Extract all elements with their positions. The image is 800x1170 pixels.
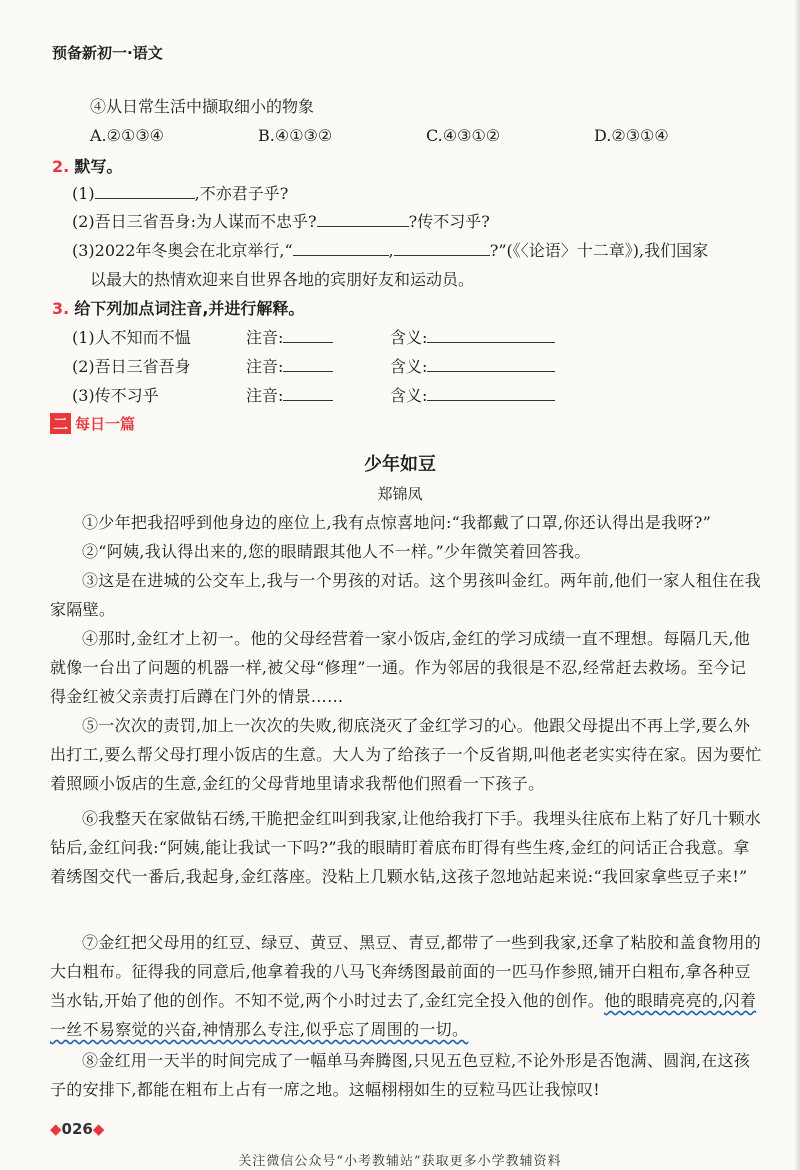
q3-hanyi-blank-1[interactable]: [427, 328, 555, 343]
paragraph-3: ③这是在进城的公交车上,我与一个男孩的对话。这个男孩叫金红。两年前,他们一家人租住在我家隔壁。: [50, 571, 762, 619]
paragraph-1: ①少年把我招呼到他身边的座位上,我有点惊喜地问:“我都戴了口罩,你还认得出是我呀?”: [82, 513, 712, 532]
q2-number: 2.: [52, 157, 70, 176]
q3-hanyi-1: [390, 325, 555, 348]
q3-zhuyin-3: [246, 383, 333, 406]
paragraph-7: [50, 928, 762, 1044]
q3-hanyi-2: [390, 354, 555, 377]
page-number: [50, 1120, 104, 1138]
q2-blank-4[interactable]: [394, 241, 490, 256]
q3-hanyi-3: [390, 383, 555, 406]
article-author: 郑锦凤: [377, 485, 423, 503]
q3-zhuyin-1: [246, 325, 333, 348]
q3-zhuyin-blank-1[interactable]: [283, 328, 333, 343]
q1-option-a: A.②①③④: [90, 126, 165, 145]
article-title: 少年如豆: [364, 454, 436, 475]
q3-number: 3.: [52, 299, 70, 318]
page-number-text: 026: [61, 1120, 93, 1138]
paragraph-7-underlined: 他的眼睛亮亮的,闪着一丝不易察觉的兴奋,神情那么专注,似乎忘了周围的一切。: [50, 991, 757, 1039]
footer-note: 关注微信公众号“小考教辅站”获取更多小学教辅资料: [238, 1154, 562, 1169]
hanyi-label: 含义:: [390, 386, 428, 405]
q1-item-4: ④从日常生活中撷取细小的物象: [90, 97, 315, 116]
paragraph-5: ⑤一次次的责罚,加上一次次的失败,彻底浇灭了金红学习的心。他跟父母提出不再上学,要么外出打工,要么帮父母打理小饭店的生意。大人为了给孩子一个反省期,叫他老老实实待在家。因为要忙着照顾小饭店的生意,金红的父母背地里请求我帮他们照看一下孩子。: [50, 716, 762, 793]
section-title: 每日一篇: [75, 415, 136, 433]
q3-title: 给下列加点词注音,并进行解释。: [74, 299, 305, 318]
q3-zhuyin-blank-2[interactable]: [283, 357, 333, 372]
q2-line-3: [72, 238, 708, 261]
q3-zhuyin-2: [246, 354, 333, 377]
paragraph-2: ②“阿姨,我认得出来的,您的眼睛跟其他人不一样。”少年微笑着回答我。: [82, 542, 591, 561]
q2-l2-pre: (2)吾日三省吾身:为人谋而不忠乎?: [72, 212, 317, 231]
q1-option-d: D.②③①④: [594, 126, 669, 145]
section-heading: [50, 413, 135, 434]
hanyi-label: 含义:: [390, 357, 428, 376]
q2-l3-pre: (3)2022年冬奥会在北京举行,“: [72, 241, 293, 260]
q3-item-2: (2)吾日三省吾身: [72, 357, 191, 376]
q3-item-1: (1)人不知而不愠: [72, 328, 191, 347]
q1-option-b: B.④①③②: [258, 126, 333, 145]
q1-option-c: C.④③①②: [426, 126, 501, 145]
q2-l1-pre: (1): [72, 184, 95, 203]
paragraph-7-text: ⑦金红把父母用的红豆、绿豆、黄豆、黑豆、青豆,都带了一些到我家,还拿了粘胶和盖食物用的大白粗布。征得我的同意后,他拿着我的八马飞奔绣图最前面的一匹马作参照,铺开白粗布,拿各种豆当水钻,开始了他的创作。不知不觉,两个小时过去了,金红完全投入他的创作。: [50, 933, 762, 1010]
q2-blank-2[interactable]: [317, 212, 409, 227]
page-header: 预备新初一·语文: [52, 44, 163, 62]
q2-l3-post: ?”(《〈论语〉十二章》),我们国家: [489, 241, 709, 260]
q2-blank-3[interactable]: [293, 241, 389, 256]
zhuyin-label: 注音:: [246, 328, 284, 347]
q3-item-3: (3)传不习乎: [72, 386, 159, 405]
q2-l3-mid: ,: [388, 241, 394, 260]
q2-blank-1[interactable]: [95, 184, 195, 199]
paragraph-4: ④那时,金红才上初一。他的父母经营着一家小饭店,金红的学习成绩一直不理想。每隔几天,他就像一台出了问题的机器一样,被父母“修理”一通。作为邻居的我很是不忍,经常赶去救场。至今记得金红被父亲责打后蹲在门外的情景……: [50, 629, 751, 706]
q2-l2-post: ?传不习乎?: [408, 212, 490, 231]
q3-hanyi-blank-3[interactable]: [427, 386, 555, 401]
q2-line-2: [72, 209, 490, 232]
q2-l1-post: ,不亦君子乎?: [194, 184, 289, 203]
zhuyin-label: 注音:: [246, 357, 284, 376]
q3-hanyi-blank-2[interactable]: [427, 357, 555, 372]
paragraph-8: ⑧金红用一天半的时间完成了一幅单马奔腾图,只见五色豆粒,不论外形是否饱满、圆润,在这孩子的安排下,都能在粗布上占有一席之地。这幅栩栩如生的豆粒马匹让我惊叹!: [50, 1051, 751, 1099]
zhuyin-label: 注音:: [246, 386, 284, 405]
q2-heading: [52, 154, 122, 177]
q3-zhuyin-blank-3[interactable]: [283, 386, 333, 401]
q3-heading: [52, 296, 304, 319]
section-number: 二: [50, 413, 71, 434]
q2-line-3-cont: 以最大的热情欢迎来自世界各地的宾朋好友和运动员。: [90, 270, 475, 289]
hanyi-label: 含义:: [390, 328, 428, 347]
page-edge: [794, 0, 800, 1170]
paragraph-6: ⑥我整天在家做钻石绣,干脆把金红叫到我家,让他给我打下手。我埋头往底布上粘了好几十颗水钻后,金红问我:“阿姨,能让我试一下吗?”我的眼睛盯着底布盯得有些生疼,金红的问话正合我意。拿着绣图交代一番后,我起身,金红落座。没粘上几颗水钻,这孩子忽地站起来说:“我回家拿些豆子来!”: [50, 809, 762, 886]
q2-title: 默写。: [74, 157, 123, 176]
q2-line-1: [72, 181, 288, 204]
page-number-dot-icon: ◆: [50, 1120, 62, 1138]
page-number-dot-icon: ◆: [92, 1120, 105, 1138]
